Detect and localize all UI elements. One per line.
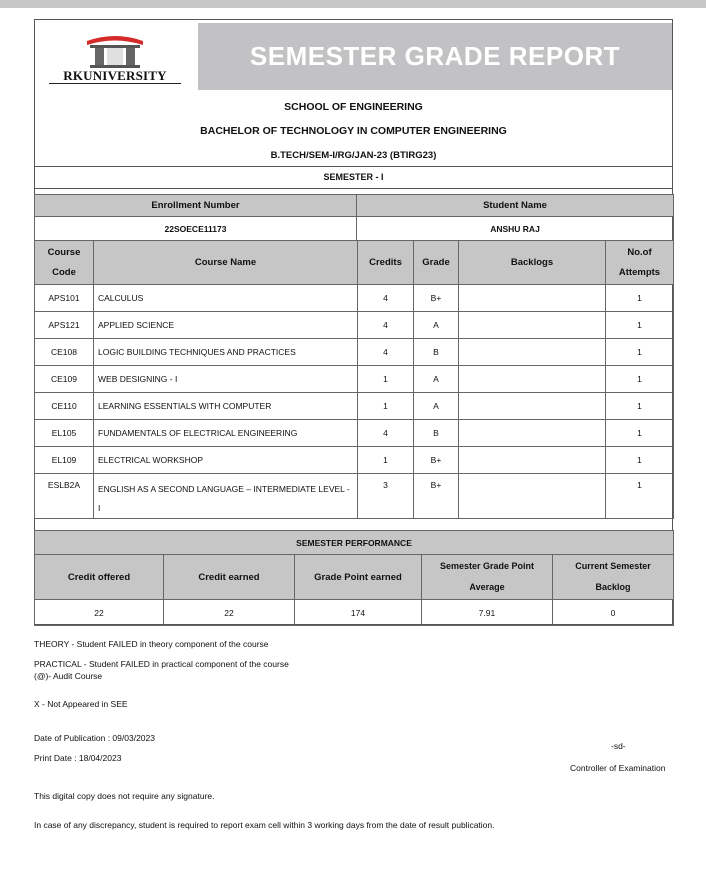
print-date: Print Date : 18/04/2023	[34, 753, 122, 763]
course-attempts: 1	[606, 339, 674, 366]
course-backlogs	[459, 474, 606, 519]
table-row	[35, 312, 674, 339]
course-credits: 1	[358, 393, 414, 420]
table-row	[35, 366, 674, 393]
col-header-credits: Credits	[358, 241, 414, 285]
discrepancy-note: In case of any discrepancy, student is required to report exam cell within 3 working days from the date of result publication.	[34, 820, 495, 830]
col-header-attempts: No.of Attempts	[606, 241, 674, 285]
program-name: BACHELOR OF TECHNOLOGY IN COMPUTER ENGINEERING	[200, 125, 507, 137]
note-practical: PRACTICAL - Student FAILED in practical component of the course	[34, 659, 289, 669]
credit-earned-value: 22	[164, 600, 295, 626]
col-header-code: Course Code	[35, 241, 94, 285]
backlog-label: Current Semester Backlog	[553, 555, 674, 600]
table-row	[35, 447, 674, 474]
sgpa-value: 7.91	[422, 600, 553, 626]
course-credits: 1	[358, 366, 414, 393]
course-code: CE109	[35, 366, 94, 393]
credit-offered-value: 22	[35, 600, 164, 626]
course-name: WEB DESIGNING - I	[94, 366, 358, 393]
note-audit: (@)- Audit Course	[34, 671, 103, 681]
report-title: SEMESTER GRADE REPORT	[198, 23, 672, 90]
course-name: ENGLISH AS A SECOND LANGUAGE – INTERMEDIATE LEVEL - I	[94, 474, 358, 519]
table-row	[35, 393, 674, 420]
course-grade: A	[414, 312, 459, 339]
col-header-backlogs: Backlogs	[459, 241, 606, 285]
course-code: ESLB2A	[35, 474, 94, 519]
table-row	[35, 474, 674, 519]
course-credits: 4	[358, 285, 414, 312]
course-grade: B+	[414, 474, 459, 519]
table-row	[35, 339, 674, 366]
course-name: ELECTRICAL WORKSHOP	[94, 447, 358, 474]
course-code: EL109	[35, 447, 94, 474]
course-credits: 4	[358, 420, 414, 447]
table-row	[35, 420, 674, 447]
divider	[34, 188, 673, 189]
course-code: APS101	[35, 285, 94, 312]
courses-table	[34, 240, 674, 519]
course-attempts: 1	[606, 285, 674, 312]
course-name: LEARNING ESSENTIALS WITH COMPUTER	[94, 393, 358, 420]
course-grade: B	[414, 420, 459, 447]
enrollment-number: 22SOECE11173	[35, 217, 357, 241]
course-credits: 3	[358, 474, 414, 519]
course-grade: A	[414, 393, 459, 420]
student-name: ANSHU RAJ	[357, 217, 674, 241]
course-backlogs	[459, 420, 606, 447]
student-info-table	[34, 194, 674, 241]
divider	[34, 166, 673, 167]
publication-date: Date of Publication : 09/03/2023	[34, 733, 155, 743]
course-backlogs	[459, 285, 606, 312]
university-logo	[49, 33, 181, 85]
col-header-grade: Grade	[414, 241, 459, 285]
exam-code: B.TECH/SEM-I/RG/JAN-23 (BTIRG23)	[270, 150, 437, 161]
course-backlogs	[459, 312, 606, 339]
course-attempts: 1	[606, 366, 674, 393]
course-credits: 1	[358, 447, 414, 474]
course-name: APPLIED SCIENCE	[94, 312, 358, 339]
semester-label: SEMESTER - I	[323, 172, 384, 182]
course-attempts: 1	[606, 447, 674, 474]
course-grade: A	[414, 366, 459, 393]
note-not-appeared: X - Not Appeared in SEE	[34, 699, 128, 709]
course-code: CE108	[35, 339, 94, 366]
course-name: FUNDAMENTALS OF ELECTRICAL ENGINEERING	[94, 420, 358, 447]
school-name: SCHOOL OF ENGINEERING	[284, 101, 423, 113]
enrollment-label: Enrollment Number	[35, 195, 357, 217]
grade-point-value: 174	[295, 600, 422, 626]
course-code: EL105	[35, 420, 94, 447]
performance-title: SEMESTER PERFORMANCE	[35, 531, 674, 555]
signature-mark: -sd-	[611, 741, 626, 751]
top-bar	[0, 0, 706, 8]
course-attempts: 1	[606, 393, 674, 420]
course-backlogs	[459, 393, 606, 420]
university-emblem-icon	[49, 33, 181, 69]
note-theory: THEORY - Student FAILED in theory component of the course	[34, 639, 269, 649]
signature-title: Controller of Examination	[570, 763, 666, 773]
backlog-value: 0	[553, 600, 674, 626]
course-grade: B+	[414, 285, 459, 312]
credit-offered-label: Credit offered	[35, 555, 164, 600]
credit-earned-label: Credit earned	[164, 555, 295, 600]
grade-point-label: Grade Point earned	[295, 555, 422, 600]
course-code: CE110	[35, 393, 94, 420]
logo-text: RKUNIVERSITY	[49, 68, 181, 84]
course-backlogs	[459, 447, 606, 474]
course-grade: B	[414, 339, 459, 366]
course-backlogs	[459, 339, 606, 366]
course-code: APS121	[35, 312, 94, 339]
digital-copy-note: This digital copy does not require any signature.	[34, 791, 215, 801]
course-name: LOGIC BUILDING TECHNIQUES AND PRACTICES	[94, 339, 358, 366]
course-attempts: 1	[606, 420, 674, 447]
performance-table	[34, 530, 674, 626]
col-header-name: Course Name	[94, 241, 358, 285]
course-credits: 4	[358, 339, 414, 366]
table-row	[35, 285, 674, 312]
course-name: CALCULUS	[94, 285, 358, 312]
course-backlogs	[459, 366, 606, 393]
student-name-label: Student Name	[357, 195, 674, 217]
course-grade: B+	[414, 447, 459, 474]
sgpa-label: Semester Grade Point Average	[422, 555, 553, 600]
course-credits: 4	[358, 312, 414, 339]
course-attempts: 1	[606, 312, 674, 339]
course-attempts: 1	[606, 474, 674, 519]
